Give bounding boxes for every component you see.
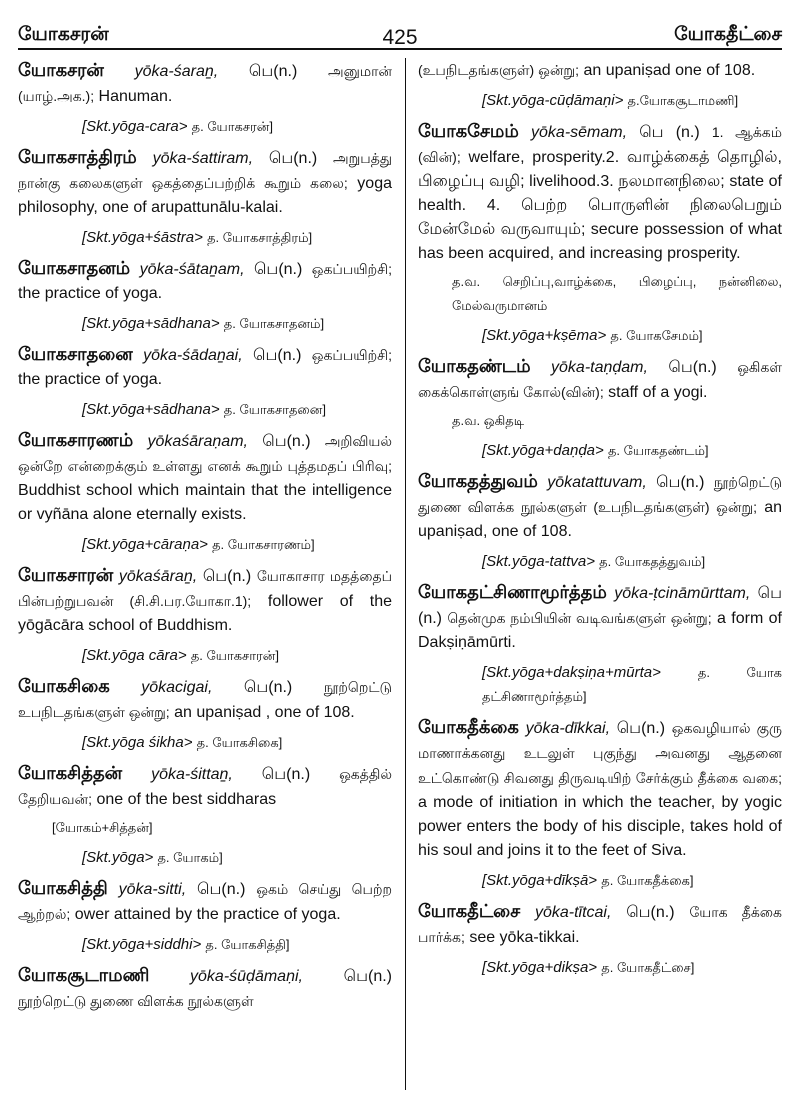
tamil-definition: (உபநிடதங்களுள்) ஒன்று; bbox=[418, 62, 579, 78]
part-of-speech: பெ(n.) bbox=[656, 474, 705, 491]
tamil-definition: யோக தீக்கை பார்க்க; bbox=[418, 904, 783, 945]
etymology-source: [Skt.yōga+dakṣiṇa+mūrta> bbox=[482, 664, 661, 681]
english-definition: Buddhist school which maintain that the intelligence or vyñāna alone eternally exists. bbox=[18, 482, 392, 523]
entry-body bbox=[18, 58, 392, 109]
part-of-speech: பெ(n.) bbox=[253, 261, 303, 278]
english-definition: welfare, prosperity.2. வாழ்க்கைத் தொழில், பிழைப்பு வழி; livelihood.3. நலமானநிலை; state of health. 4. பெற்ற பொருளின் நிலைபெறும் மேன்மேல் வருவாயும்; secure possession of what has been acquired, and increasing prosperity. bbox=[418, 149, 782, 262]
dictionary-entry bbox=[418, 469, 782, 574]
headword: யோகசாதனம் bbox=[18, 258, 131, 278]
part-of-speech: பெ(n.) bbox=[262, 433, 311, 450]
headword: யோகசரன் bbox=[18, 60, 104, 80]
headword: யோகசித்தன் bbox=[18, 763, 123, 783]
etymology bbox=[82, 398, 392, 422]
part-of-speech: பெ(n.) bbox=[197, 881, 246, 898]
transliteration: yōkatattuvam, bbox=[547, 474, 647, 491]
dictionary-entry bbox=[18, 428, 392, 557]
transliteration: yōka-taṇḍam, bbox=[551, 359, 648, 376]
etymology-source: [Skt.yōga+dikṣa> bbox=[482, 959, 598, 976]
etymology-source: [Skt.yōga+siddhi> bbox=[82, 936, 202, 953]
part-of-speech: பெ(n.) bbox=[626, 904, 675, 921]
etymology-source: [Skt.yōga+cāraṇa> bbox=[82, 536, 208, 553]
transliteration: yōka-sitti, bbox=[118, 881, 187, 898]
english-definition: an upaniṣad , one of 108. bbox=[174, 704, 355, 721]
entry-note: த.வ. செறிப்பு,வாழ்க்கை, பிழைப்பு, நன்னிலை, மேல்வருமானம் bbox=[452, 274, 782, 313]
transliteration: yōkacigai, bbox=[141, 679, 213, 696]
tamil-definition: அறிவியல் ஒன்றே என்றைக்கும் உள்ளது எனக் கூறும் புத்தமதப் பிரிவு; bbox=[18, 433, 393, 474]
headword: யோகதண்டம் bbox=[418, 356, 531, 376]
english-definition: yoga philosophy, one of arupattunālu-kalai. bbox=[18, 175, 392, 216]
dictionary-entry bbox=[18, 342, 392, 422]
headword: யோகசாத்திரம் bbox=[18, 147, 137, 167]
etymology-source: [Skt.yōga+daṇḍa> bbox=[482, 442, 604, 459]
etymology bbox=[82, 933, 392, 957]
entry-body bbox=[18, 674, 392, 725]
transliteration: yōkaśāraṉ, bbox=[118, 568, 198, 585]
dictionary-entry bbox=[418, 899, 782, 980]
etymology-tamil: த. யோகசித்தி] bbox=[205, 937, 290, 952]
etymology-source: [Skt.yōga+śāstra> bbox=[82, 229, 203, 246]
tamil-definition: நூற்றெட்டு உபநிடதங்களுள் ஒன்று; bbox=[18, 679, 392, 720]
transliteration: yōka-śaraṉ, bbox=[134, 63, 219, 80]
etymology bbox=[482, 956, 782, 980]
dictionary-entry bbox=[418, 119, 782, 348]
transliteration: yōka-dīkkai, bbox=[525, 720, 611, 737]
headword: யோகசேமம் bbox=[418, 121, 519, 141]
headword: யோகதட்சிணாமூர்த்தம் bbox=[418, 582, 607, 602]
entry-body bbox=[418, 58, 782, 83]
dictionary-entry bbox=[18, 963, 392, 1014]
tamil-definition: 1. ஆக்கம் (வின்); bbox=[418, 124, 783, 165]
entry-body bbox=[418, 469, 782, 544]
english-definition: Hanuman. bbox=[98, 88, 173, 105]
tamil-definition: அனுமான் (யாழ்.அக.); bbox=[18, 63, 392, 104]
part-of-speech: பெ(n.) bbox=[202, 568, 252, 585]
english-definition: see yōka-tikkai. bbox=[469, 929, 580, 946]
part-of-speech: பெ(n.) bbox=[253, 347, 302, 364]
headword: யோகசூடாமணி bbox=[18, 965, 150, 985]
etymology-tamil: த. யோகதண்டம்] bbox=[607, 443, 709, 458]
entry-body bbox=[418, 580, 782, 655]
etymology bbox=[482, 89, 782, 113]
etymology bbox=[482, 439, 782, 463]
etymology-source: [Skt.yōga-cara> bbox=[82, 118, 188, 135]
etymology bbox=[82, 533, 392, 557]
dictionary-entry bbox=[18, 145, 392, 250]
etymology-tamil: த. யோகதத்துவம்] bbox=[599, 554, 706, 569]
etymology bbox=[82, 226, 392, 250]
entry-body bbox=[18, 145, 392, 220]
dictionary-entry bbox=[18, 876, 392, 957]
tamil-definition: அறுபத்து நான்கு கலைகளுள் ஒகத்தைப்பற்றிக் கூறும் கலை; bbox=[18, 150, 392, 191]
header-left-guide-word: யோகசரன் bbox=[18, 24, 109, 45]
etymology-source: [Skt.yōga+sādhana> bbox=[82, 315, 220, 332]
headword: யோகசாரணம் bbox=[18, 430, 134, 450]
header-right-guide-word: யோகதீட்சை bbox=[674, 24, 782, 45]
tamil-definition: யோகாசார மதத்தைப் பின்பற்றுபவன் (சி.சி.பர.யோகா.1); bbox=[18, 568, 393, 609]
tamil-definition: நூற்றெட்டு துணை விளக்க நூல்களுள் bbox=[18, 993, 254, 1009]
english-definition: an upaniṣad one of 108. bbox=[583, 62, 756, 79]
transliteration: yōka-tītcai, bbox=[534, 904, 612, 921]
entry-body bbox=[418, 119, 782, 266]
dictionary-entry bbox=[418, 354, 782, 463]
etymology bbox=[82, 644, 392, 668]
etymology-tamil: த. யோகசிகை] bbox=[196, 735, 283, 750]
etymology-source: [Skt.yōga+dīkṣā> bbox=[482, 872, 598, 889]
dictionary-entry bbox=[18, 58, 392, 139]
part-of-speech: பெ(n.) bbox=[261, 766, 311, 783]
part-of-speech: பெ(n.) bbox=[616, 720, 666, 737]
transliteration: yōka-śādaṉai, bbox=[143, 347, 243, 364]
part-of-speech: பெ(n.) bbox=[268, 150, 318, 167]
etymology-source: [Skt.yōga+kṣēma> bbox=[482, 327, 607, 344]
entry-note: த.வ. ஒகிதடி bbox=[452, 413, 525, 428]
headword: யோகதத்துவம் bbox=[418, 471, 538, 491]
etymology-tamil: த. யோகதீட்சை] bbox=[601, 960, 695, 975]
entry-body bbox=[418, 899, 782, 950]
transliteration: yōka-śattiram, bbox=[152, 150, 254, 167]
tamil-definition: ஒகப்பயிற்சி; bbox=[311, 347, 393, 363]
transliteration: yōka-śūḍāmaṇi, bbox=[190, 968, 303, 985]
transliteration: yōka-ṭcināmūrttam, bbox=[614, 585, 751, 602]
transliteration: yōka-śittaṉ, bbox=[151, 766, 233, 783]
part-of-speech: பெ(n.) bbox=[248, 63, 298, 80]
tamil-definition: ஒகத்தில் தேறியவன்; bbox=[18, 766, 392, 807]
entry-body bbox=[418, 715, 782, 863]
etymology-source: [Skt.yōga-cūḍāmaṇi> bbox=[482, 92, 624, 109]
tamil-definition: ஒகம் செய்து பெற்ற ஆற்றல்; bbox=[18, 881, 392, 922]
etymology-tamil: த. யோகம்] bbox=[157, 850, 223, 865]
etymology-source: [Skt.yōga-tattva> bbox=[482, 553, 595, 570]
etymology-source: [Skt.yōga+sādhana> bbox=[82, 401, 220, 418]
etymology-source: [Skt.yōga> bbox=[82, 849, 154, 866]
entry-body bbox=[18, 563, 392, 638]
english-definition: the practice of yoga. bbox=[18, 371, 163, 388]
headword: யோகதீட்சை bbox=[418, 901, 521, 921]
entry-body bbox=[418, 354, 782, 405]
etymology-tamil: த. யோகசரன்] bbox=[191, 119, 273, 134]
english-definition: follower of the yōgācāra school of Buddhism. bbox=[18, 593, 393, 634]
etymology bbox=[82, 115, 392, 139]
etymology bbox=[82, 312, 392, 336]
page-header bbox=[18, 6, 782, 49]
part-of-speech: பெ(n.) bbox=[668, 359, 717, 376]
header-rule bbox=[18, 48, 782, 50]
entry-note: [யோகம்+சித்தன்] bbox=[52, 820, 153, 835]
english-definition: an upaniṣad, one of 108. bbox=[418, 499, 782, 540]
etymology-tamil: த. யோகசாதனம்] bbox=[223, 316, 325, 331]
entry-body bbox=[18, 342, 392, 392]
dictionary-entry bbox=[418, 580, 782, 709]
headword: யோகசித்தி bbox=[18, 878, 108, 898]
etymology bbox=[482, 869, 782, 893]
entry-body bbox=[18, 428, 392, 527]
part-of-speech: பெ (n.) bbox=[639, 124, 700, 141]
column-divider bbox=[405, 58, 406, 1090]
dictionary-entry bbox=[18, 256, 392, 336]
etymology-tamil: த. யோகதீக்கை] bbox=[601, 873, 694, 888]
part-of-speech: பெ (n.) bbox=[418, 585, 782, 627]
dictionary-entry bbox=[18, 674, 392, 755]
dictionary-entry bbox=[18, 563, 392, 668]
etymology-source: [Skt.yōga śikha> bbox=[82, 734, 193, 751]
english-definition: ower attained by the practice of yoga. bbox=[74, 906, 341, 923]
tamil-definition: ஒகிகள் கைக்கொள்ளுங் கோல்(வின்); bbox=[418, 359, 782, 400]
right-column bbox=[418, 58, 782, 986]
entry-body bbox=[18, 761, 392, 812]
entry-body bbox=[18, 876, 392, 927]
dictionary-entry bbox=[418, 715, 782, 893]
etymology-tamil: த. யோக தட்சிணாமூர்த்தம்] bbox=[482, 665, 782, 704]
english-definition: a mode of initiation in which the teacher, by yogic power enters the body of his disciple, takes hold of his soul and joins it to the feet of Siva. bbox=[418, 794, 782, 859]
part-of-speech: பெ(n.) bbox=[343, 968, 392, 985]
etymology-tamil: த. யோகசாரன்] bbox=[190, 648, 279, 663]
dictionary-entry bbox=[418, 58, 782, 113]
dictionary-entry bbox=[18, 761, 392, 870]
etymology bbox=[82, 731, 392, 755]
transliteration: yōkaśāraṇam, bbox=[147, 433, 248, 450]
tamil-definition: ஒகவழியால் குரு மாணாக்கனது உடலுள் புகுந்து அவனது ஆதனை உட்கொண்டு சிவனது திருவடியிற் சேர்க்கும் தீக்கை வகை; bbox=[418, 720, 782, 786]
page-number: 425 bbox=[382, 26, 418, 49]
transliteration: yōka-śātaṉam, bbox=[139, 261, 245, 278]
headword: யோகசாரன் bbox=[18, 565, 114, 585]
entry-body bbox=[18, 256, 392, 306]
tamil-definition: நூற்றெட்டு துணை விளக்க நூல்களுள் (உபநிடதங்களுள்) ஒன்று; bbox=[418, 474, 783, 515]
english-definition: one of the best siddharas bbox=[96, 791, 277, 808]
etymology-tamil: த. யோகசேமம்] bbox=[610, 328, 703, 343]
part-of-speech: பெ(n.) bbox=[243, 679, 293, 696]
etymology-tamil: த. யோகசாத்திரம்] bbox=[207, 230, 313, 245]
etymology bbox=[482, 324, 782, 348]
tamil-definition: தென்முக நம்பியின் வடிவங்களுள் ஒன்று; bbox=[447, 610, 712, 626]
headword: யோகசாதனை bbox=[18, 344, 133, 364]
transliteration: yōka-sēmam, bbox=[531, 124, 628, 141]
english-definition: the practice of yoga. bbox=[18, 285, 163, 302]
tamil-definition: ஒகப்பயிற்சி; bbox=[311, 261, 393, 277]
left-column bbox=[18, 58, 392, 1020]
headword: யோகதீக்கை bbox=[418, 717, 519, 737]
etymology bbox=[82, 846, 392, 870]
etymology-source: [Skt.yōga cāra> bbox=[82, 647, 187, 664]
english-definition: staff of a yogi. bbox=[608, 384, 708, 401]
etymology bbox=[482, 661, 782, 709]
headword: யோகசிகை bbox=[18, 676, 110, 696]
etymology-tamil: த. யோகசாரணம்] bbox=[212, 537, 315, 552]
entry-body bbox=[18, 963, 392, 1014]
etymology-tamil: த.யோகசூடாமணி] bbox=[627, 93, 739, 108]
etymology bbox=[482, 550, 782, 574]
english-definition: a form of Dakṣiṇāmūrti. bbox=[418, 610, 782, 651]
etymology-tamil: த. யோகசாதனை] bbox=[223, 402, 326, 417]
